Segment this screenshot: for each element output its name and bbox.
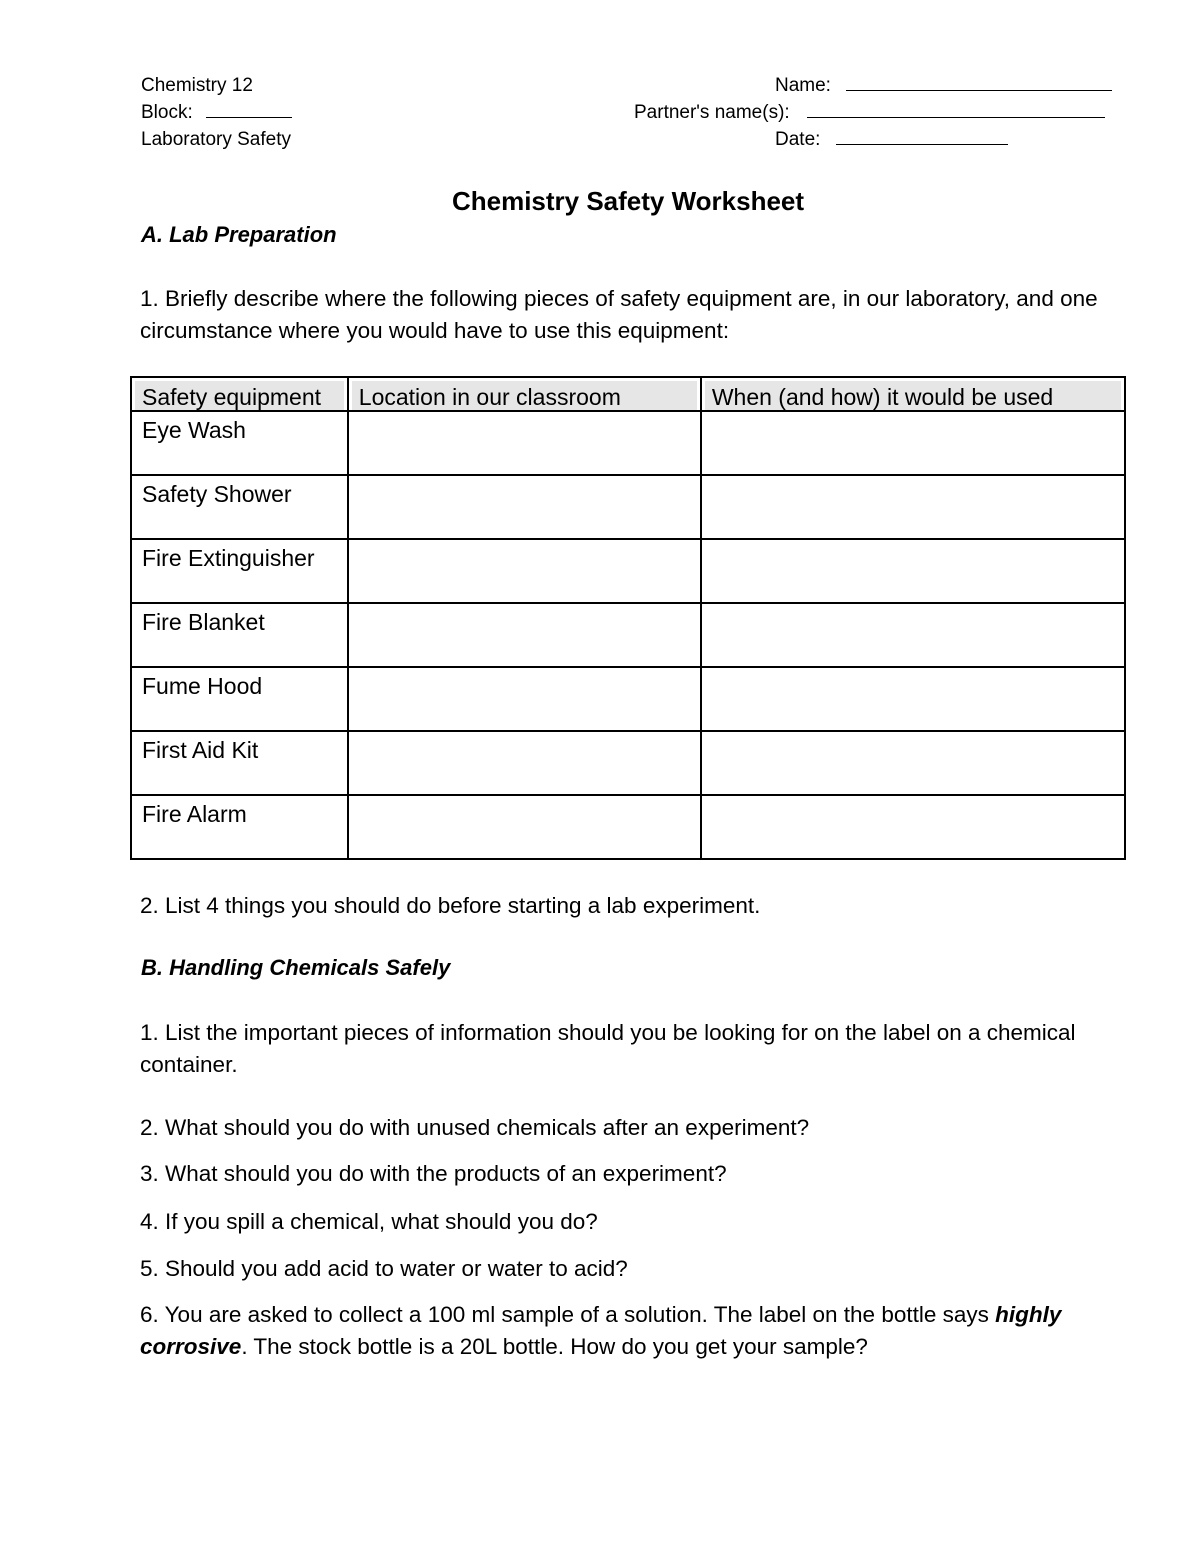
location-cell[interactable] <box>348 731 701 795</box>
partner-line <box>634 99 1105 126</box>
equipment-name: Fire Blanket <box>142 609 265 635</box>
table-row <box>131 731 1125 795</box>
table-row <box>131 539 1125 603</box>
column-header <box>131 377 348 411</box>
name-line <box>775 72 1112 99</box>
usage-cell[interactable] <box>701 539 1125 603</box>
location-cell[interactable] <box>348 603 701 667</box>
column-header <box>701 377 1125 411</box>
usage-cell[interactable] <box>701 795 1125 859</box>
usage-cell[interactable] <box>701 731 1125 795</box>
table-row <box>131 411 1125 475</box>
section-b-question-5: 5. Should you add acid to water or water to acid? <box>140 1256 628 1281</box>
question-6-emphasis: highly corrosive <box>140 1302 1062 1359</box>
partner-label: Partner's name(s): <box>634 102 790 123</box>
table-row <box>131 475 1125 539</box>
date-line <box>775 126 1008 153</box>
section-b-question-6 <box>140 1299 1120 1363</box>
section-b-heading: B. Handling Chemicals Safely <box>141 955 451 980</box>
safety-equipment-table <box>130 376 1126 860</box>
topic-label: Laboratory Safety <box>141 129 291 150</box>
equipment-name: Fire Alarm <box>142 801 247 827</box>
equipment-name: Fire Extinguisher <box>142 545 315 571</box>
table-header-row <box>131 377 1125 411</box>
usage-cell[interactable] <box>701 667 1125 731</box>
course-label: Chemistry 12 <box>141 75 253 96</box>
date-label: Date: <box>775 129 821 150</box>
location-cell[interactable] <box>348 539 701 603</box>
usage-cell[interactable] <box>701 411 1125 475</box>
column-header <box>348 377 701 411</box>
usage-cell[interactable] <box>701 475 1125 539</box>
header-left <box>141 72 292 153</box>
block-label: Block: <box>141 102 193 123</box>
page-title: Chemistry Safety Worksheet <box>451 186 805 216</box>
location-cell[interactable] <box>348 667 701 731</box>
column-header-label: Safety equipment <box>135 381 344 410</box>
column-header-label: Location in our classroom <box>352 381 697 410</box>
location-cell[interactable] <box>348 475 701 539</box>
partner-blank[interactable] <box>807 99 1105 118</box>
table-row <box>131 603 1125 667</box>
name-blank[interactable] <box>846 72 1112 91</box>
table-row <box>131 795 1125 859</box>
section-a-question-1: 1. Briefly describe where the following pieces of safety equipment are, in our laboratory, and one circumstance where you would have to use this equipment: <box>140 286 1098 343</box>
date-blank[interactable] <box>836 126 1008 145</box>
section-b-question-2: 2. What should you do with unused chemicals after an experiment? <box>140 1115 810 1140</box>
equipment-name: First Aid Kit <box>142 737 259 763</box>
location-cell[interactable] <box>348 411 701 475</box>
table-row <box>131 667 1125 731</box>
name-label: Name: <box>775 75 831 96</box>
section-b-question-3: 3. What should you do with the products of an experiment? <box>140 1161 727 1186</box>
location-cell[interactable] <box>348 795 701 859</box>
block-line <box>141 99 292 126</box>
question-6-text-end: . The stock bottle is a 20L bottle. How do you get your sample? <box>241 1334 868 1359</box>
equipment-name: Fume Hood <box>142 673 263 699</box>
section-a-question-2: 2. List 4 things you should do before starting a lab experiment. <box>140 893 761 918</box>
section-b-question-1: 1. List the important pieces of information should you be looking for on the label on a chemical container. <box>140 1020 1076 1077</box>
question-6-text-start: 6. You are asked to collect a 100 ml sample of a solution. The label on the bottle says <box>140 1302 996 1327</box>
section-b-question-4: 4. If you spill a chemical, what should you do? <box>140 1209 598 1234</box>
block-blank[interactable] <box>206 99 292 118</box>
equipment-name: Eye Wash <box>142 417 246 443</box>
column-header-label: When (and how) it would be used <box>705 381 1121 410</box>
usage-cell[interactable] <box>701 603 1125 667</box>
section-a-heading: A. Lab Preparation <box>141 222 337 247</box>
equipment-name: Safety Shower <box>142 481 292 507</box>
